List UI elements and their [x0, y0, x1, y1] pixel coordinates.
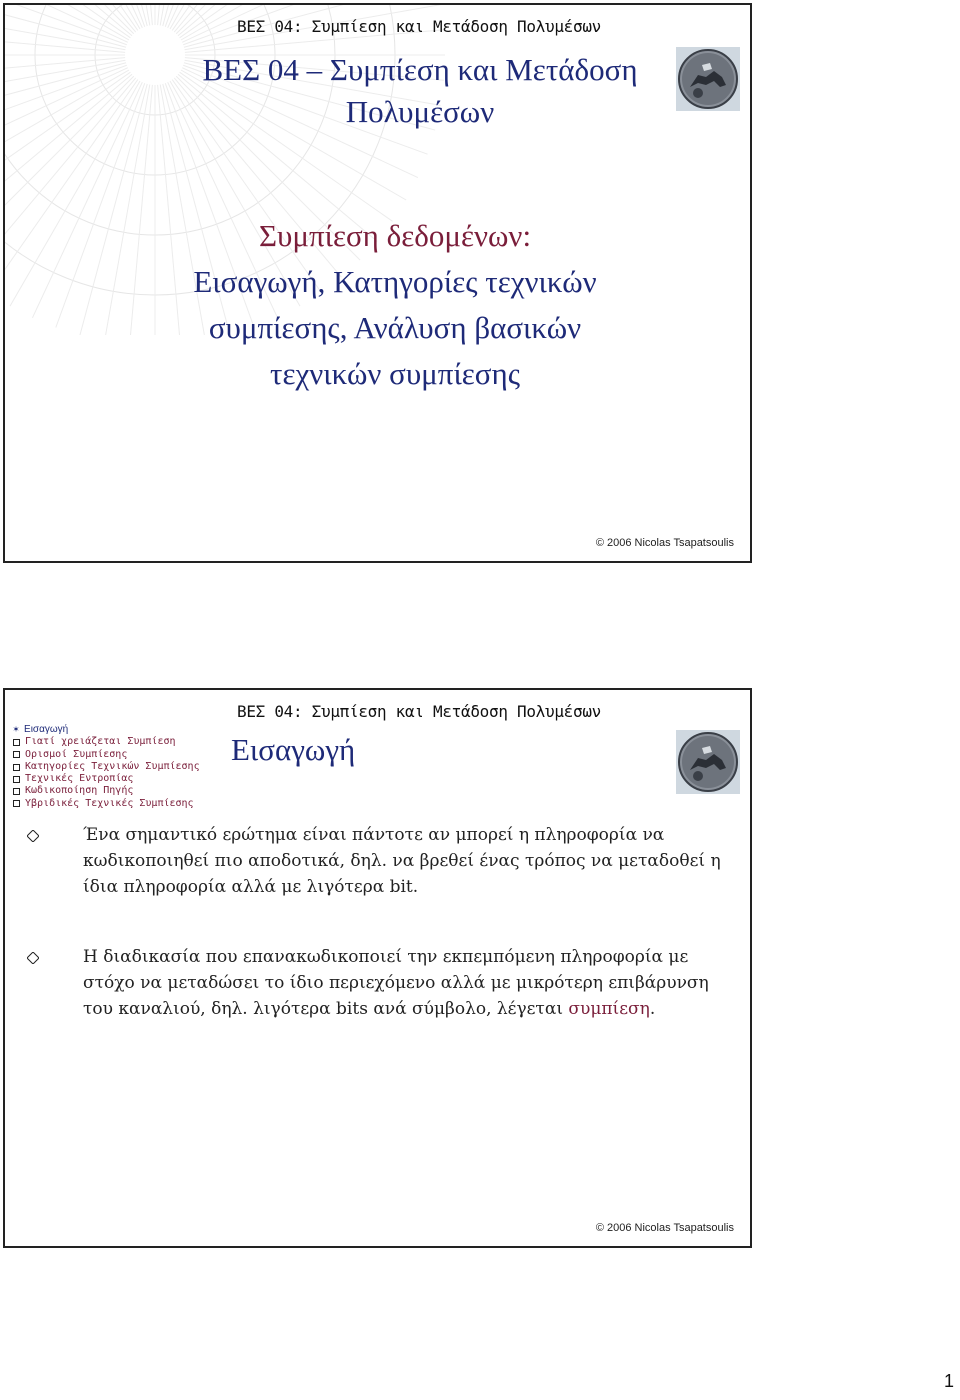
introduction-slide [3, 688, 752, 1248]
bullet-point [27, 822, 737, 900]
subtitle-line-4: τεχνικών συμπίεσης [270, 356, 520, 391]
checkbox-icon [13, 764, 20, 771]
course-header: ΒΕΣ 04: Συμπίεση και Μετάδοση Πολυμέσων [237, 702, 601, 721]
checkbox-icon [13, 776, 20, 783]
slide-subtitle [105, 213, 685, 397]
bullet-text [83, 944, 737, 1022]
copyright-notice: © 2006 Nicolas Tsapatsoulis [595, 1222, 734, 1234]
title-line-1: ΒΕΣ 04 – Συμπίεση και Μετάδοση [202, 52, 638, 87]
subtitle-line-3: συμπίεσης, Ανάλυση βασικών [208, 310, 582, 345]
star-icon: ✶ [13, 724, 20, 735]
section-navigation [13, 724, 233, 810]
checkbox-icon [13, 800, 20, 807]
bullet-point [27, 944, 737, 1022]
course-header: ΒΕΣ 04: Συμπίεση και Μετάδοση Πολυμέσων [237, 17, 601, 36]
diamond-bullet-icon [27, 944, 83, 1022]
coin-logo-icon [676, 47, 740, 111]
page-number: 1 [943, 1371, 954, 1391]
diamond-bullet-icon [27, 822, 83, 900]
nav-item-why-compression[interactable]: Γιατί χρειάζεται Συμπίεση [13, 736, 233, 748]
title-slide [3, 3, 752, 563]
bullet-end: . [649, 999, 656, 1019]
slide-title: Εισαγωγή [231, 732, 356, 767]
bullet-text: Ένα σημαντικό ερώτημα είναι πάντοτε αν μπορεί η πληροφορία να κωδικοποιηθεί πιο αποδοτικά, δηλ. να βρεθεί ένας τρόπος να μεταδοθεί η ίδια πληροφορία αλλά με λιγότερα bit. [83, 825, 721, 897]
coin-logo-icon [676, 730, 740, 794]
checkbox-icon [13, 739, 20, 746]
nav-item-entropy[interactable]: Τεχνικές Εντροπίας [13, 773, 233, 785]
checkbox-icon [13, 751, 20, 758]
nav-item-definitions[interactable]: Ορισμοί Συμπίεσης [13, 749, 233, 761]
subtitle-line-1: Συμπίεση δεδομένων: [258, 218, 532, 253]
bullet-body: Η διαδικασία που επανακωδικοποιεί την εκπεμπόμενη πληροφορία με στόχο να μεταδώσει το ίδιο περιεχόμενο αλλά με μικρότερη επιβάρυνση του καναλιού, δηλ. λιγότερα bits ανά σύμβολο, λέγεται [83, 947, 709, 1019]
nav-item-introduction[interactable]: ✶ Εισαγωγή [13, 724, 69, 735]
checkbox-icon [13, 788, 20, 795]
title-line-2: Πολυμέσων [345, 94, 495, 129]
slide-title [155, 49, 685, 133]
subtitle-line-2: Εισαγωγή, Κατηγορίες τεχνικών [193, 264, 597, 299]
nav-item-source-coding[interactable]: Κωδικοποίηση Πηγής [13, 785, 233, 797]
nav-item-categories[interactable]: Κατηγορίες Τεχνικών Συμπίεσης [13, 761, 233, 773]
copyright-notice: © 2006 Nicolas Tsapatsoulis [595, 537, 734, 549]
highlighted-term: συμπίεση [568, 999, 650, 1019]
nav-item-hybrid[interactable]: Υβριδικές Τεχνικές Συμπίεσης [13, 798, 233, 810]
